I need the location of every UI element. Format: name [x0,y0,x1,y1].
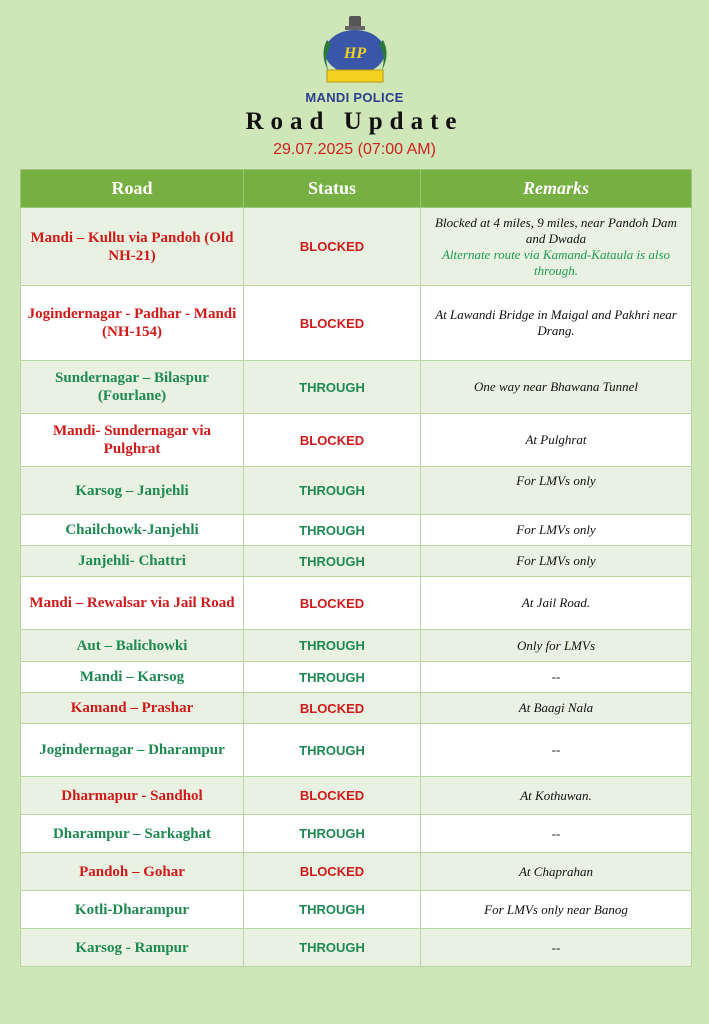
remarks-text: At Kothuwan. [520,787,592,803]
road-name: Mandi – Rewalsar via Jail Road [21,577,244,630]
road-name: Karsog - Rampur [21,929,244,967]
remarks-text: At Jail Road. [521,595,591,610]
update-date: 29.07.2025 (07:00 AM) [273,141,436,158]
remarks-cell [421,577,692,630]
brand-name: MANDI POLICE [305,90,404,105]
table-row [21,414,692,467]
status-badge: BLOCKED [244,853,421,891]
table-header-row [21,170,692,208]
page-title: Road Update [245,108,464,135]
remarks-cell [421,777,692,815]
remarks-text: -- [551,939,561,955]
remarks-cell [421,414,692,467]
remarks-cell [421,630,692,662]
status-badge: THROUGH [244,724,421,777]
road-name: Dharmapur - Sandhol [21,777,244,815]
road-name: Chailchowk-Janjehli [21,515,244,546]
remarks-cell [421,515,692,546]
road-name: Karsog – Janjehli [21,467,244,515]
status-badge: BLOCKED [244,777,421,815]
remarks-text: -- [551,825,561,841]
status-badge: BLOCKED [244,577,421,630]
status-badge: BLOCKED [244,693,421,724]
table-row [21,929,692,967]
table-row [21,546,692,577]
status-badge: THROUGH [244,891,421,929]
status-badge: THROUGH [244,546,421,577]
remarks-cell [421,815,692,853]
emblem-text: HP [343,45,367,62]
road-name: Mandi – Kullu via Pandoh (Old NH-21) [21,208,244,286]
status-badge: BLOCKED [244,286,421,361]
remarks-text: At Baagi Nala [518,700,594,715]
remarks-cell [421,853,692,891]
remarks-cell [421,929,692,967]
remarks-text: For LMVs only [516,473,596,488]
table-row [21,853,692,891]
road-name: Jogindernagar – Dharampur [21,724,244,777]
table-row [21,208,692,286]
remarks-cell [421,467,692,515]
remarks-cell [421,361,692,414]
status-badge: THROUGH [244,515,421,546]
page-header [0,0,709,168]
remarks-text: Blocked at 4 miles, 9 miles, near Pandoh Dam and Dwada [435,214,677,246]
table-row [21,577,692,630]
road-name: Dharampur – Sarkaghat [21,815,244,853]
road-name: Jogindernagar - Padhar - Mandi (NH-154) [21,286,244,361]
road-name: Mandi- Sundernagar via Pulghrat [21,414,244,467]
remarks-text: For LMVs only [516,522,596,537]
table-row [21,891,692,929]
remarks-text: -- [551,669,561,684]
remarks-cell [421,693,692,724]
remarks-text: At Chaprahan [518,863,594,879]
table-row [21,815,692,853]
alternate-route-text: Alternate route via Kamand-Kataula is also through. [441,246,671,278]
remarks-cell [421,891,692,929]
remarks-text: For LMVs only near Banog [484,901,628,917]
road-name: Kotli-Dharampur [21,891,244,929]
table-row [21,467,692,515]
road-name: Sundernagar – Bilaspur (Fourlane) [21,361,244,414]
remarks-text: At Pulghrat [525,432,587,447]
remarks-cell [421,286,692,361]
status-badge: THROUGH [244,662,421,693]
status-badge: THROUGH [244,929,421,967]
road-name: Mandi – Karsog [21,662,244,693]
table-row [21,777,692,815]
table-row [21,361,692,414]
column-header-remarks: Remarks [421,170,692,208]
remarks-text: Only for LMVs [517,637,595,653]
remarks-cell [421,724,692,777]
table-row [21,630,692,662]
status-badge: BLOCKED [244,414,421,467]
road-name: Aut – Balichowki [21,630,244,662]
table-row [21,693,692,724]
status-badge: THROUGH [244,467,421,515]
remarks-cell [421,208,692,286]
status-badge: THROUGH [244,361,421,414]
table-row [21,662,692,693]
remarks-text: One way near Bhawana Tunnel [474,379,638,394]
road-name: Kamand – Prashar [21,693,244,724]
police-emblem-icon [305,10,405,92]
remarks-cell [421,662,692,693]
table-row [21,515,692,546]
column-header-status: Status [244,170,421,208]
status-badge: THROUGH [244,815,421,853]
table-row [21,724,692,777]
road-name: Pandoh – Gohar [21,853,244,891]
road-name: Janjehli- Chattri [21,546,244,577]
remarks-text: At Lawandi Bridge in Maigal and Pakhri near Drang. [435,307,677,338]
column-header-road: Road [21,170,244,208]
status-badge: THROUGH [244,630,421,662]
remarks-cell [421,546,692,577]
remarks-text: -- [551,742,561,757]
table-row [21,286,692,361]
status-badge: BLOCKED [244,208,421,286]
remarks-text: For LMVs only [516,553,596,568]
road-status-table [20,169,692,967]
